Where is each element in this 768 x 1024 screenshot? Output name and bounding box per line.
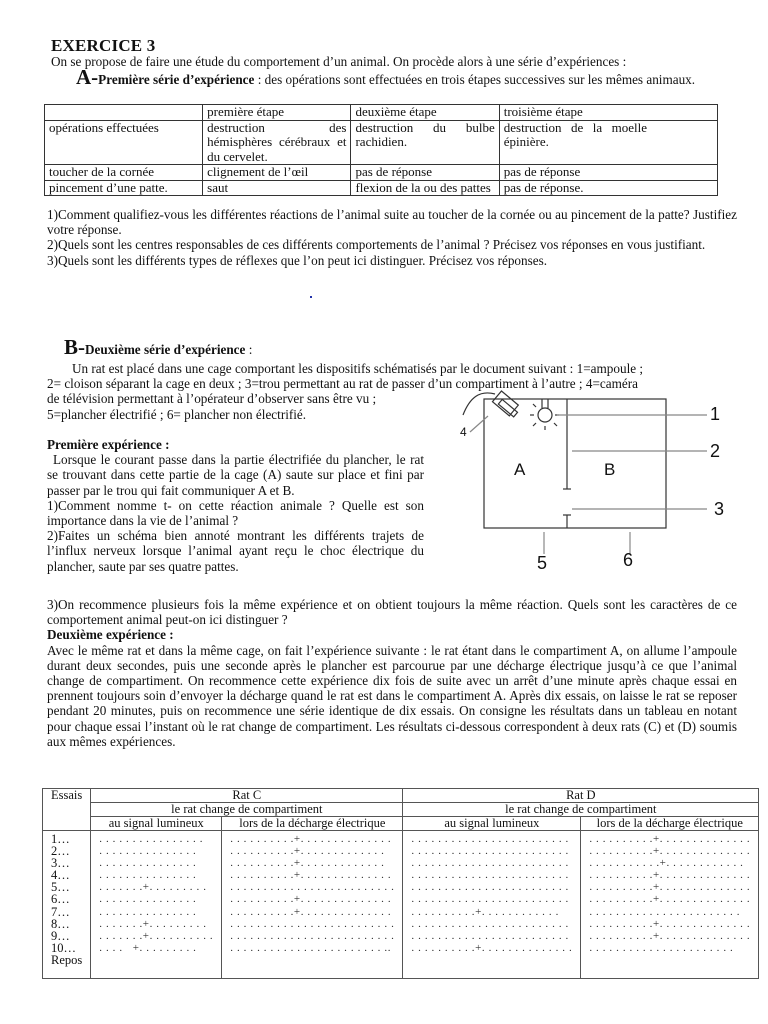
result-cell: . . . . . . . . . . . . . . . . . . . . . . . . . — [230, 917, 395, 930]
camera-icon — [492, 391, 521, 418]
result-cell: . . . . . . . . . . . . . . . — [99, 893, 197, 906]
result-cell: . . . . . . . . . .+. . . . . . . . . . . . . . — [589, 881, 751, 894]
diagram-label-4: 4 — [460, 425, 467, 439]
table-cell: destruction du bulbe rachidien. — [351, 120, 499, 165]
description-line: 5=plancher électrifié ; 6= plancher non électrifié. — [47, 406, 307, 422]
exercise-title: EXERCICE 3 — [51, 36, 156, 55]
table-cell: première étape — [203, 105, 351, 121]
result-cell: . . . . . . . . . . . . . . . . . . . . . . . . — [411, 833, 569, 845]
result-cell: . . . . . . .+. . . . . . . . . — [99, 917, 207, 930]
question-1: 1)Comment qualifiez-vous les différentes réactions de l’animal suite au toucher de la cornée ou au pincement de la patte? Justifiez votre réponse. — [47, 207, 737, 238]
result-cell: . . . . . . . . . .+. . . . . . . . . . . . . . — [230, 833, 392, 845]
result-cell: . . . . . . . . . . . . . . . . . . . . . . . . — [411, 869, 569, 882]
experience-1-text: Lorsque le courant passe dans la partie électrifiée du plancher, le rat se trouvant dans cette partie de la cage (A) saute sur place et fini par passer par le trou qui fait communiquer A et B. — [47, 452, 424, 498]
result-cell: . . . . . . . . . .+. . . . . . . . . . . . . . — [589, 869, 751, 882]
result-cell: . . . . . . . . . . . . . . . — [99, 905, 197, 918]
table-cell: clignement de l’œil — [203, 165, 351, 181]
table-cell: pas de réponse — [351, 165, 499, 181]
essai-label: Repos — [51, 952, 83, 967]
compartment-a-label: A — [514, 460, 526, 479]
result-cell: . . . . . . . . . . . . . . . — [99, 857, 197, 870]
result-cell: . . . . . . . . . . . . . . . . . . . . . . . . — [411, 929, 569, 942]
rat-d-signal-column — [403, 831, 581, 979]
result-cell: . . . . . . . . . . . . . . . . . . . . . . . . — [411, 845, 569, 858]
result-cell: . . . . . . . . . . . . . . . . — [99, 833, 204, 845]
rat-c-subheader: le rat change de compartiment — [91, 803, 403, 817]
part-a-table — [44, 104, 718, 196]
result-cell: . . . . . . . . . .+. . . . . . . . . . . . . . — [589, 845, 751, 858]
experience-1-question-3-block — [47, 597, 737, 749]
essais-column — [43, 831, 91, 979]
part-b-heading: Deuxième série d’expérience — [85, 342, 246, 357]
table-cell: opérations effectuées — [45, 120, 203, 165]
rat-c-header: Rat C — [91, 789, 403, 803]
essai-label: 3… — [51, 856, 70, 871]
table-cell: destruction des hémisphères cérébraux et du cervelet. — [203, 120, 351, 165]
question-2: 2)Quels sont les centres responsables de ces différents comportements de l’animal ? Précisez vos réponses en vous justifiant. — [47, 237, 706, 253]
result-cell: . . . . . . . . . .+. . . . . . . . . . . . . . — [589, 929, 751, 942]
experience-1-heading: Première expérience : — [47, 437, 170, 452]
essai-label: 8… — [51, 916, 70, 931]
rat-d-signal-header: au signal lumineux — [403, 817, 581, 831]
experience-1 — [47, 437, 424, 574]
result-cell: . . . . . . . . . .+. . . . . . . . . . . . . — [230, 845, 385, 858]
experience-1-question-1: 1)Comment nomme t- on cette réaction animale ? Quelle est son importance dans la vie de l’animal ? — [47, 497, 424, 529]
result-cell: . . . . . . . . . .+. . . . . . . . . . . . . . — [411, 941, 573, 954]
essai-label: 9… — [51, 928, 70, 943]
stray-dot — [310, 296, 312, 298]
essais-header: Essais — [43, 789, 91, 831]
essai-label: 1… — [51, 832, 70, 846]
part-a-questions — [47, 207, 737, 268]
part-a-heading: Première série d’expérience — [98, 72, 255, 87]
table-cell: troisième étape — [499, 105, 717, 121]
rat-c-decharge-header: lors de la décharge électrique — [222, 817, 403, 831]
part-b-letter: B- — [64, 335, 85, 359]
part-b-heading-suffix: : — [245, 342, 253, 357]
result-cell: . . . . . . . . . . . . . . . . . . . . . . — [589, 941, 734, 954]
rat-d-decharge-header: lors de la décharge électrique — [581, 817, 759, 831]
result-cell: . . . . . . . . . . . . . . . . . . . . . . . .. — [230, 941, 392, 954]
rat-c-signal-column — [91, 831, 222, 979]
result-cell: . . . . . . . . . . . . . . . . . . . . . . . . — [411, 917, 569, 930]
diagram-label-1: 1 — [710, 404, 721, 424]
result-cell: . . . . . . . . . . . . . . . . . . . . . . . . — [411, 857, 569, 870]
essai-label: 5… — [51, 880, 70, 895]
table-cell: pas de réponse — [499, 165, 717, 181]
result-cell: . . . . . . . . . .+. . . . . . . . . . . . . . — [230, 869, 392, 882]
table-row — [45, 180, 718, 196]
part-a-letter: A- — [76, 65, 99, 89]
table-header-row — [45, 105, 718, 121]
rat-d-header: Rat D — [403, 789, 759, 803]
results-table — [42, 788, 759, 979]
result-cell: . . . . . . . . . . . . . . . . . . . . . . . . — [411, 893, 569, 906]
table-cell — [45, 105, 203, 121]
lamp-icon — [538, 408, 552, 422]
essai-label: 6… — [51, 892, 70, 907]
result-cell: . . . . . . . . . . . . . . . . . . . . . . . . . — [230, 929, 395, 942]
compartment-b-label: B — [604, 460, 616, 479]
result-cell: . . . . . . . . . .+. . . . . . . . . . . . . . — [230, 893, 392, 906]
result-cell: . . . . . . . . . . . . . . . . . . . . . . . — [589, 905, 741, 918]
experience-2-text: Avec le même rat et dans la même cage, on fait l’expérience suivante : le rat étant dans le compartiment A, on allume l’ampoule durant deux secondes, puis une seconde après le plancher est parcourue par une décharge électrique jusqu’à ce que l’animal change de compartiment. On recommence cette expérience dix fois de suite avec un arrêt d’une minute après chaque essai en prennent toujours soin d’envoyer la décharge quand le rat est dans le compartiment A. Après dix essais, on laisse le rat se reposer pendant 20 minutes, puis on recommence une série identique de dix essais. On consigne les résultats dans un tableau en notant pour chaque essai l’instant où le rat change de compartiment. Les résultats ci-dessous correspondent à deux rats (C) et (D) soumis aux mêmes expériences. — [47, 642, 737, 749]
result-cell: . . . . . . . . . .+. . . . . . . . . . . . . — [230, 857, 385, 870]
result-cell: . . . . . . .+. . . . . . . . . — [99, 881, 207, 894]
table-cell: destruction de la moelle épinière. — [499, 120, 717, 165]
result-cell: . . . . +. . . . . . . . . — [99, 941, 197, 954]
description-line: de télévision permettant à l’opérateur d’observer sans être vu ; — [47, 391, 377, 407]
essai-label: 4… — [51, 868, 70, 883]
table-cell: flexion de la ou des pattes — [351, 180, 499, 196]
essai-label: 2… — [51, 844, 70, 859]
experience-2-heading: Deuxième expérience : — [47, 627, 174, 643]
result-cell: . . . . . . . . . . . . . . . . . . . . . . . . — [411, 881, 569, 894]
table-cell: pas de réponse. — [499, 180, 717, 196]
diagram-label-2: 2 — [710, 441, 721, 461]
result-cell: . . . . . . . . . .+. . . . . . . . . . . . . . — [589, 833, 751, 845]
description-line: 2= cloison séparant la cage en deux ; 3=trou permettant au rat de passer d’un compartiment à l’autre ; 4=caméra — [47, 376, 638, 392]
result-cell: . . . . . . . . . . .+. . . . . . . . . . . . — [589, 857, 744, 870]
table-cell: toucher de la cornée — [45, 165, 203, 181]
part-a-text: : des opérations sont effectuées en trois étapes successives sur les mêmes animaux. — [254, 72, 696, 87]
result-cell: . . . . . . .+. . . . . . . . . . — [99, 929, 214, 942]
question-3: 3)Quels sont les différents types de réflexes que l’on peut ici distinguer. Précisez vos réponses. — [47, 252, 548, 268]
rat-d-decharge-column — [581, 831, 759, 979]
table-row — [45, 165, 718, 181]
result-cell: . . . . . . . . . .+. . . . . . . . . . . . — [411, 905, 559, 918]
rat-c-signal-header: au signal lumineux — [91, 817, 222, 831]
experience-1-question-3: 3)On recommence plusieurs fois la même expérience et on obtient toujours la même réaction. Quels sont les caractères de ce comportement animal peut-on ici distinguer ? — [47, 597, 737, 628]
rat-c-decharge-column — [222, 831, 403, 979]
result-cell: . . . . . . . . . .+. . . . . . . . . . . . . . — [589, 893, 751, 906]
experience-1-question-2: 2)Faites un schéma bien annoté montrant les différents trajets de l’influx nerveux lorsque l’animal ayant reçu le choc électrique du plancher, saute par ses quatre pattes. — [47, 528, 424, 574]
table-row — [45, 120, 718, 165]
diagram-label-3: 3 — [714, 499, 725, 519]
result-cell: . . . . . . . . . .+. . . . . . . . . . . . . . — [589, 917, 751, 930]
rat-d-subheader: le rat change de compartiment — [403, 803, 759, 817]
essai-label: 10… — [51, 940, 76, 955]
table-cell: deuxième étape — [351, 105, 499, 121]
essai-label: 7… — [51, 904, 70, 919]
diagram-label-5: 5 — [537, 553, 548, 573]
table-cell: pincement d’une patte. — [45, 180, 203, 196]
result-cell: . . . . . . . . . . . . . . . . . . . . . . . . . — [230, 881, 395, 894]
result-cell: . . . . . . . . . . . . . . . — [99, 869, 197, 882]
cage-diagram — [440, 382, 740, 582]
part-a-heading-block — [76, 65, 736, 89]
intro-text: On se propose de faire une étude du comportement d’un animal. On procède alors à une série d’expériences : — [51, 54, 627, 69]
table-cell: saut — [203, 180, 351, 196]
description-line: Un rat est placé dans une cage comportant les dispositifs schématisés par le document suivant : 1=ampoule ; — [72, 361, 644, 376]
diagram-label-6: 6 — [623, 550, 634, 570]
result-cell: . . . . . . . . . .+. . . . . . . . . . . . . . — [230, 905, 392, 918]
part-b-heading-block — [64, 335, 724, 359]
result-cell: . . . . . . . . . . . . . . . — [99, 845, 197, 858]
